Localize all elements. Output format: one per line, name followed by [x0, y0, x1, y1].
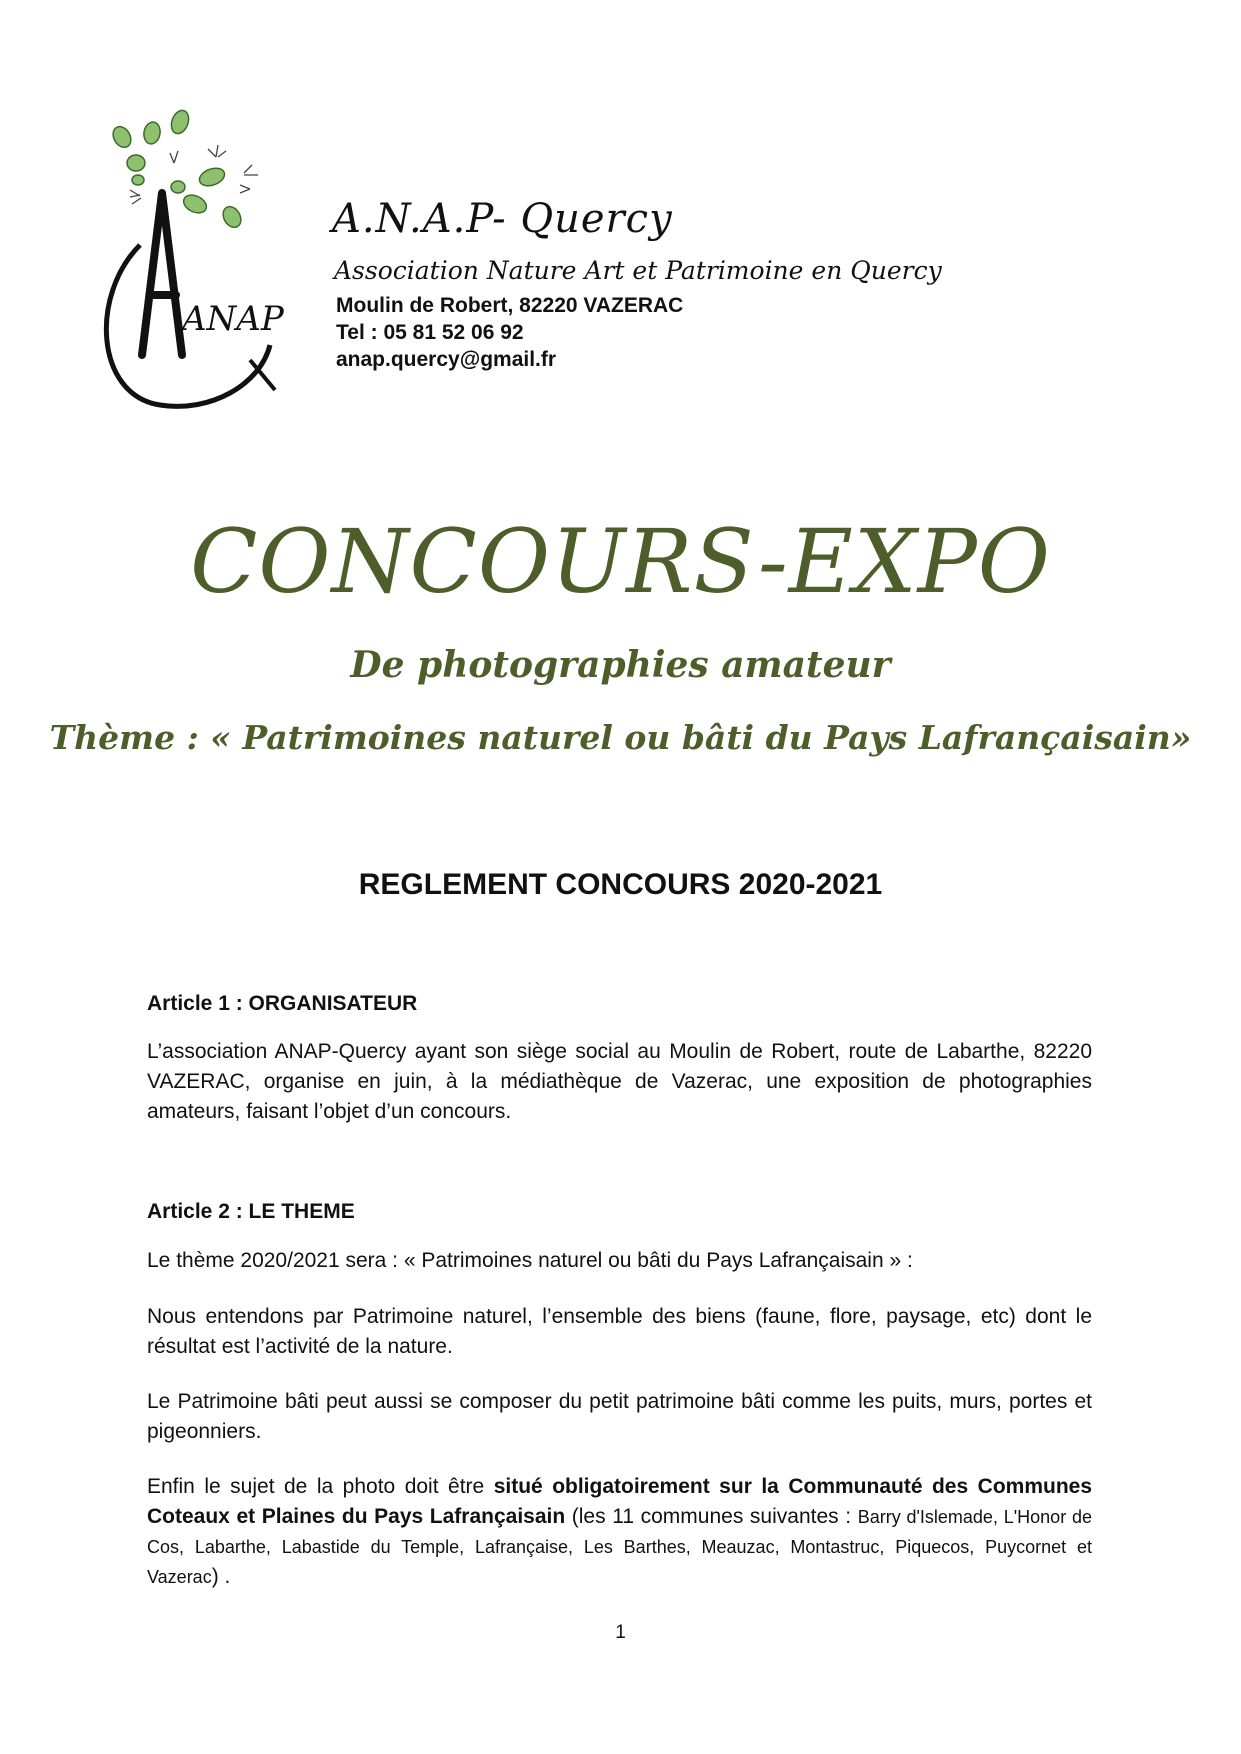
org-email: anap.quercy@gmail.fr	[336, 348, 557, 371]
org-phone: Tel : 05 81 52 06 92	[336, 321, 524, 344]
article2-p3: Le Patrimoine bâti peut aussi se composer du petit patrimoine bâti comme les puits, murs, portes et pigeonniers.	[147, 1390, 1092, 1443]
subtitle: De photographies amateur	[350, 644, 891, 686]
anap-logo	[100, 105, 310, 455]
page-number: 1	[615, 1622, 626, 1643]
logo-text: ANAP	[182, 299, 284, 339]
theme-title: Thème : « Patrimoines naturel ou bâti du Pays Lafrançaisain»	[49, 718, 1192, 757]
article2-p1: Le thème 2020/2021 sera : « Patrimoines naturel ou bâti du Pays Lafrançaisain » :	[147, 1249, 913, 1272]
org-full-name: Association Nature Art et Patrimoine en Quercy	[334, 256, 942, 285]
article1-heading: Article 1 : ORGANISATEUR	[147, 992, 418, 1015]
p4-start: Enfin le sujet de la photo doit être	[147, 1475, 494, 1498]
article2-p2: Nous entendons par Patrimoine naturel, l’ensemble des biens (faune, flore, paysage, etc) dont le résultat est l’activité de la nature.	[147, 1305, 1092, 1358]
article1-text: L’association ANAP-Quercy ayant son siège social au Moulin de Robert, route de Labarthe, 82220 VAZERAC, organise en juin, à la médiathèque de Vazerac, une exposition de photographies amateurs, faisant l’objet d’un concours.	[147, 1040, 1092, 1123]
p4-bold: situé obligatoirement sur la Communauté des Communes Coteaux et Plaines du Pays Lafrançaisain	[147, 1475, 1093, 1528]
p4-communes: Barry d'Islemade, L'Honor de Cos, Labarthe, Labastide du Temple, Lafrançaise, Les Barthes, Meauzac, Montastruc, Piquecos, Puycornet et Vazerac	[147, 1507, 1092, 1587]
article2-p4	[147, 1472, 1092, 1592]
reglement-title: REGLEMENT CONCOURS 2020-2021	[358, 868, 883, 901]
p4-mid: (les 11 communes suivantes :	[565, 1505, 858, 1528]
main-title: CONCOURS-EXPO	[190, 510, 1051, 613]
org-address: Moulin de Robert, 82220 VAZERAC	[336, 294, 684, 317]
p4-end: ) .	[211, 1565, 231, 1588]
org-name: A.N.A.P- Quercy	[332, 196, 673, 242]
article2-heading: Article 2 : LE THEME	[147, 1200, 355, 1223]
